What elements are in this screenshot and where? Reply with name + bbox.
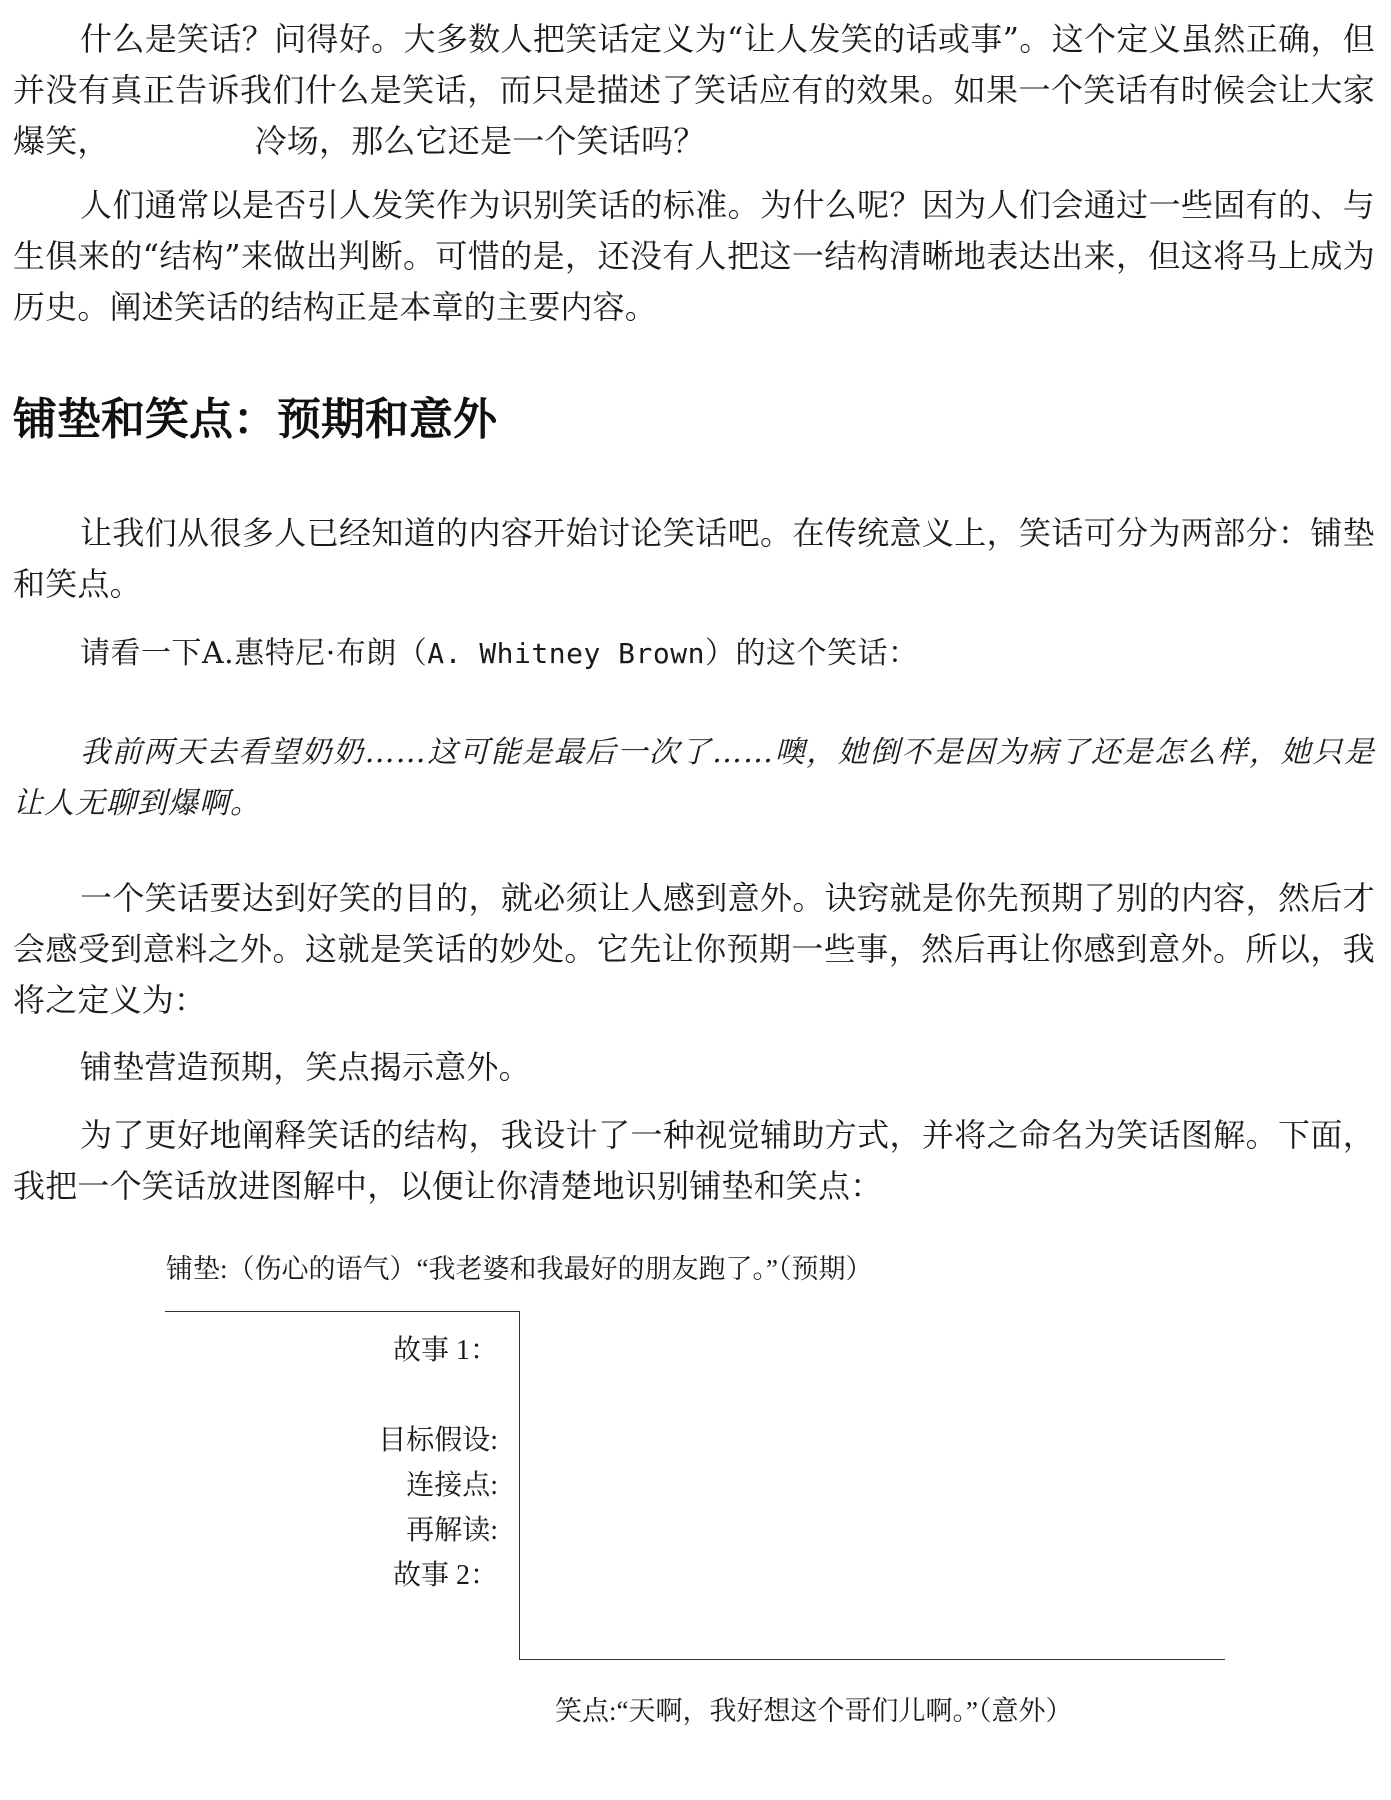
diagram-punchline-caption: 笑点:“天啊，我好想这个哥们儿啊。”（意外） [555,1696,1073,1726]
comedian-name: A. Whitney Brown [427,637,705,670]
diagram-setup-caption: 铺垫:（伤心的语气）“我老婆和我最好的朋友跑了。”（预期） [166,1254,873,1284]
body-paragraph-surprise: 一个笑话要达到好笑的目的，就必须让人感到意外。诀窍就是你先预期了别的内容，然后才会感受到意料之外。这就是笑话的妙处。它先让你预期一些事，然后再让你感到意外。所以，我将之定义为： [13,879,1375,1019]
definition-line: 铺垫营造预期，笑点揭示意外。 [80,1048,531,1086]
diagram-top-line [165,1311,520,1312]
intro-paragraph-2: 人们通常以是否引人发笑作为识别笑话的标准。为什么呢？因为人们会通过一些固有的、与生俱来的“结构”来做出判断。可惜的是，还没有人把这一结构清晰地表达出来，但这将马上成为历史。阐述笑话的结构正是本章的主要内容。 [13,186,1375,326]
section-heading: 铺垫和笑点：预期和意外 [13,394,497,445]
diagram-bottom-line [519,1659,1225,1660]
diagram-vertical-line [519,1311,520,1660]
diagram-label-reinterpretation: 再解读: [406,1515,498,1546]
body-paragraph-diagram-intro: 为了更好地阐释笑话的结构，我设计了一种视觉辅助方式，并将之命名为笑话图解。下面，我把一个笑话放进图解中，以便让你清楚地识别铺垫和笑点： [13,1116,1375,1205]
body-paragraph-setup-punchline: 让我们从很多人已经知道的内容开始讨论笑话吧。在传统意义上，笑话可分为两部分：铺垫和笑点。 [13,514,1375,603]
joke-intro-prefix: 请看一下A.惠特尼·布朗（ [80,636,428,671]
joke-quote: 我前两天去看望奶奶……这可能是最后一次了……噢，她倒不是因为病了还是怎么样，她只是让人无聊到爆啊。 [13,735,1375,821]
joke-intro-line [80,628,918,679]
intro-paragraph-1: 什么是笑话？问得好。大多数人把笑话定义为“让人发笑的话或事”。这个定义虽然正确，但并没有真正告诉我们什么是笑话，而只是描述了笑话应有的效果。如果一个笑话有时候会让大家爆笑， 冷场，那么它还是一个笑话吗？ [13,20,1375,160]
joke-intro-suffix: ）的这个笑话： [704,636,919,671]
diagram-label-target-assumption: 目标假设: [378,1425,498,1456]
diagram-label-connector: 连接点: [406,1470,498,1501]
diagram-label-story-1: 故事 1： [392,1335,498,1366]
diagram-label-story-2: 故事 2： [392,1560,498,1591]
